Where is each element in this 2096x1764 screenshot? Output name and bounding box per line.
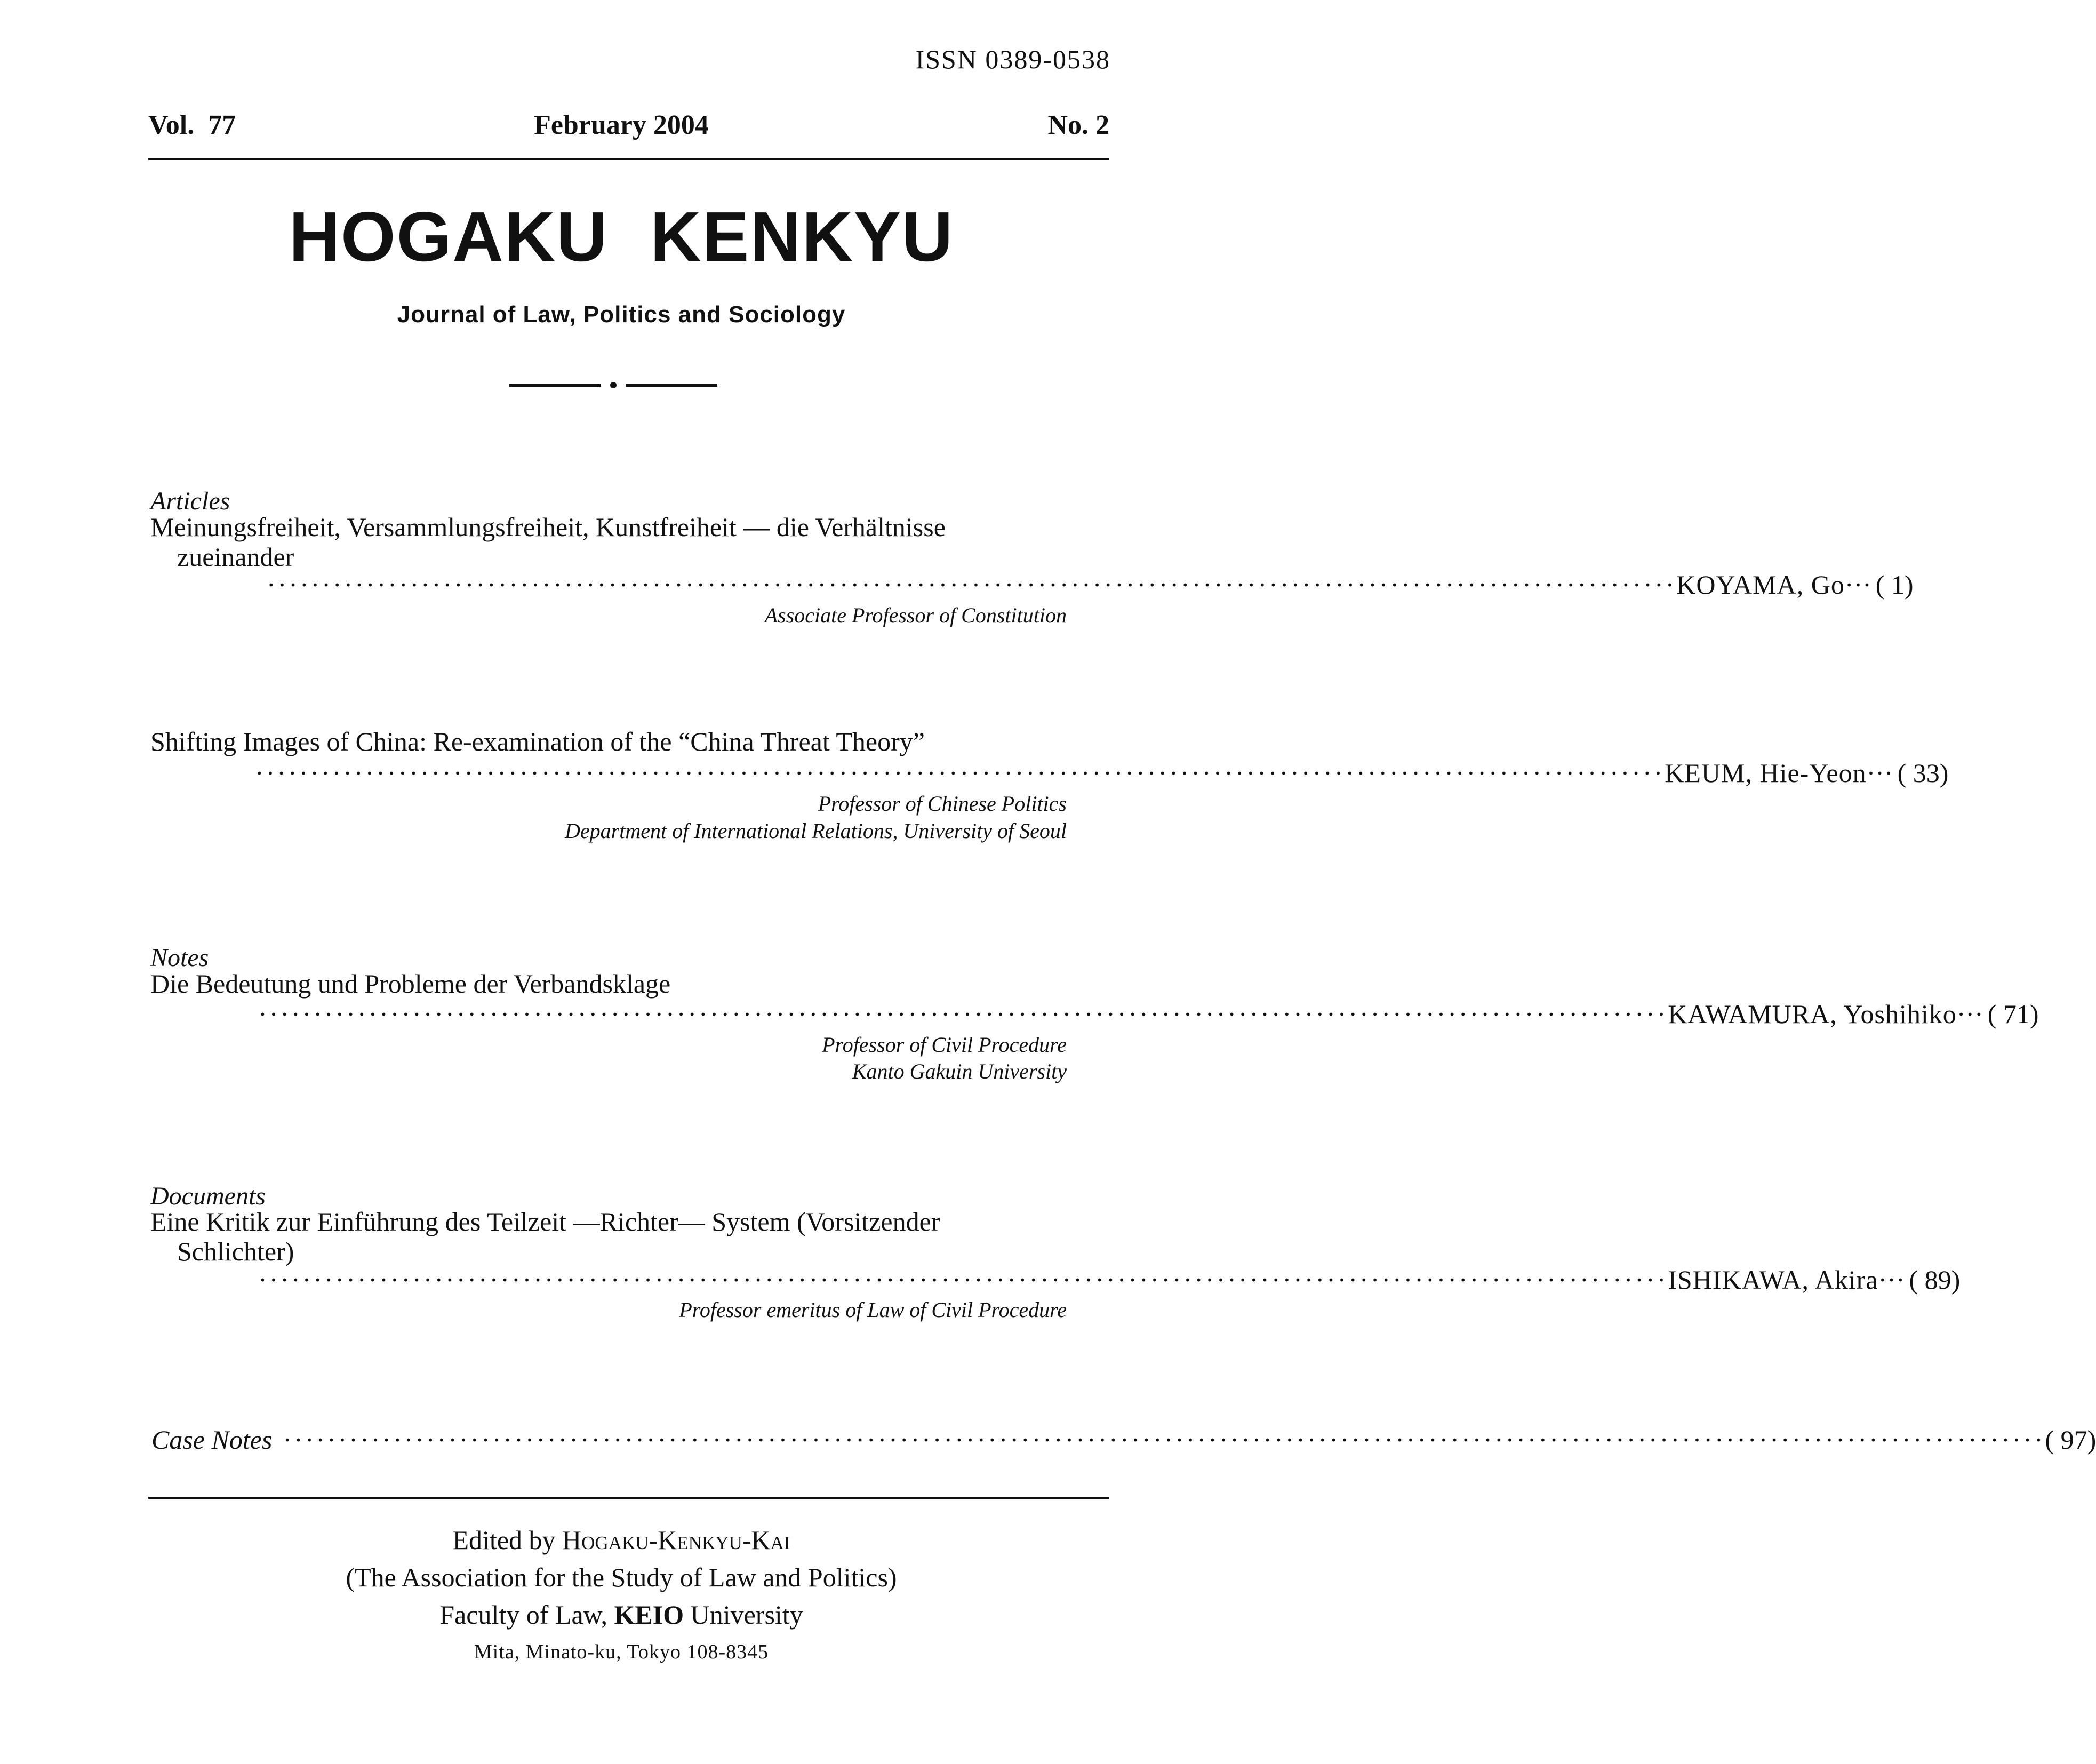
- entry-title-line: Eine Kritik zur Einführung des Teilzeit —Richter— System (Vorsitzender: [150, 1207, 940, 1236]
- entry-page: ( 33): [1897, 758, 1949, 788]
- title-ornament: [509, 380, 723, 390]
- entry-affiliation: Professor of Chinese Politics: [818, 792, 1067, 816]
- editor-line: [0, 1524, 1243, 1555]
- leader-dots: ···: [1866, 758, 1893, 788]
- issn: ISSN 0389-0538: [915, 44, 1110, 74]
- entry-affiliation: Professor emeritus of Law of Civil Procedure: [679, 1298, 1067, 1322]
- toc-entry-leader: [258, 999, 2039, 1029]
- section-label-articles: Articles: [150, 487, 230, 515]
- entry-affiliation: Kanto Gakuin University: [852, 1059, 1067, 1083]
- entry-affiliation: Department of International Relations, University of Seoul: [565, 819, 1067, 843]
- university-name-bold: KEIO: [614, 1600, 684, 1630]
- university-suffix: University: [690, 1600, 803, 1630]
- header-rule: [148, 158, 1109, 160]
- toc-entry-leader: [255, 757, 1949, 788]
- volume: Vol. 77: [148, 110, 236, 140]
- footer-rule: [148, 1497, 1109, 1499]
- edited-by-label: Edited by: [452, 1525, 556, 1555]
- journal-title: HOGAKU KENKYU: [289, 197, 954, 276]
- entry-title-line: Shifting Images of China: Re-examination of the “China Threat Theory”: [150, 727, 925, 756]
- toc-entry-leader: [267, 569, 1914, 600]
- section-label-case-notes: Case Notes: [151, 1425, 273, 1455]
- entry-affiliation: Professor of Civil Procedure: [822, 1033, 1067, 1057]
- entry-page: ( 89): [1909, 1265, 1961, 1295]
- leader-dots: ································································································································: [267, 570, 1677, 600]
- faculty-prefix: Faculty of Law,: [439, 1600, 608, 1630]
- entry-title-line: zueinander: [177, 542, 294, 572]
- entry-page: ( 97): [2045, 1425, 2096, 1455]
- leader-dots: ································································································································: [258, 999, 1668, 1029]
- leader-dots: ································································································································: [258, 1265, 1668, 1295]
- section-label-notes: Notes: [150, 944, 209, 972]
- entry-affiliation: Associate Professor of Constitution: [764, 603, 1067, 627]
- journal-subtitle: Journal of Law, Politics and Sociology: [397, 301, 846, 328]
- issue-date: February 2004: [534, 110, 709, 140]
- entry-title-line: Die Bedeutung und Probleme der Verbandsklage: [150, 969, 671, 999]
- entry-title-line: Meinungsfreiheit, Versammlungsfreiheit, Kunstfreiheit — die Verhältnisse: [150, 512, 946, 542]
- leader-dots: ···: [1956, 999, 1983, 1029]
- entry-title-line: Schlichter): [177, 1236, 294, 1266]
- leader-dots: ···: [1878, 1265, 1905, 1295]
- leader-dots: ································································································································: [255, 758, 1665, 788]
- editor-name: Hogaku-Kenkyu-Kai: [562, 1525, 790, 1555]
- entry-page: ( 71): [1987, 999, 2039, 1029]
- address-line: Mita, Minato-ku, Tokyo 108-8345: [474, 1641, 769, 1663]
- toc-entry-leader: [258, 1264, 1961, 1295]
- entry-title: [150, 727, 1110, 756]
- issue-number: No. 2: [1047, 110, 1109, 140]
- section-label-documents: Documents: [150, 1182, 266, 1210]
- leader-dots: ···: [1844, 570, 1871, 600]
- leader-dots: ································································································································································: [283, 1425, 2045, 1455]
- entry-author: KOYAMA, Go: [1676, 570, 1845, 600]
- faculty-line: [0, 1599, 1243, 1630]
- entry-title: [150, 969, 1110, 999]
- entry-author: ISHIKAWA, Akira: [1668, 1265, 1878, 1295]
- entry-page: ( 1): [1875, 570, 1914, 600]
- entry-author: KAWAMURA, Yoshihiko: [1668, 999, 1957, 1029]
- entry-title: [150, 512, 1110, 572]
- entry-title: [150, 1207, 1110, 1266]
- toc-entry-case-notes: [151, 1424, 2096, 1455]
- entry-author: KEUM, Hie-Yeon: [1665, 758, 1867, 788]
- association-line: (The Association for the Study of Law and Politics): [346, 1562, 897, 1592]
